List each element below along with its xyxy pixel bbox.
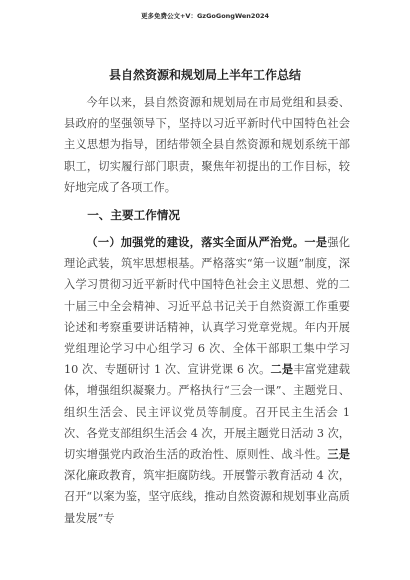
point-marker: 三是	[327, 447, 350, 462]
intro-paragraph: 今年以来，县自然资源和规划局在市局党组和县委、县政府的坚强领导下，坚持以习近平新时代中国特色社会主义思想为指导，团结带领全县自然资源和规划系统干部职工，切实履行部门职责，聚焦年初提出的工作目标，较好地完成了各项工作。	[64, 96, 350, 194]
paragraph-text: 深化廉政教育，筑牢拒腐防线。开展警示教育活动 4 次，召开“以案为鉴，坚守底线，推动自然资源和规划事业高质量发展”专	[64, 469, 350, 525]
section-heading: 一、主要工作情况	[87, 208, 180, 222]
section-paragraph	[64, 232, 350, 529]
paragraph-text: 强化理论武装，筑牢思想根基。严格落实“第一议题”制度，深入学习贯彻习近平新时代中国特色社会主义思想、党的二十届三中全会精神、习近平总书记关于自然资源工作重要论述和考察重要讲话精神，认真学习党章党规。年内开展党组理论学习中心组学习 6 次、全体干部职工集中学习 10 次、专题研讨 1 次、宣讲党课 6 次。	[64, 236, 350, 377]
header-note: 更多免费公文+V：GzGoGongWen2024	[140, 12, 270, 20]
paragraph-text: 丰富党建载体，增强组织凝聚力。严格执行“三会一课”、主题党日、组织生活会、民主评议党员等制度。召开民主生活会 1 次、各党支部组织生活会 4 次，开展主题党日活动 3 次，切实增强党内政治生活的政治性、原则性、战斗性。	[64, 363, 350, 462]
point-marker: 二是	[270, 362, 294, 377]
subsection-lead: （一）加强党的建设，落实全面从严治党。一是	[86, 235, 328, 249]
document-title: 县自然资源和规划局上半年工作总结	[108, 68, 301, 82]
